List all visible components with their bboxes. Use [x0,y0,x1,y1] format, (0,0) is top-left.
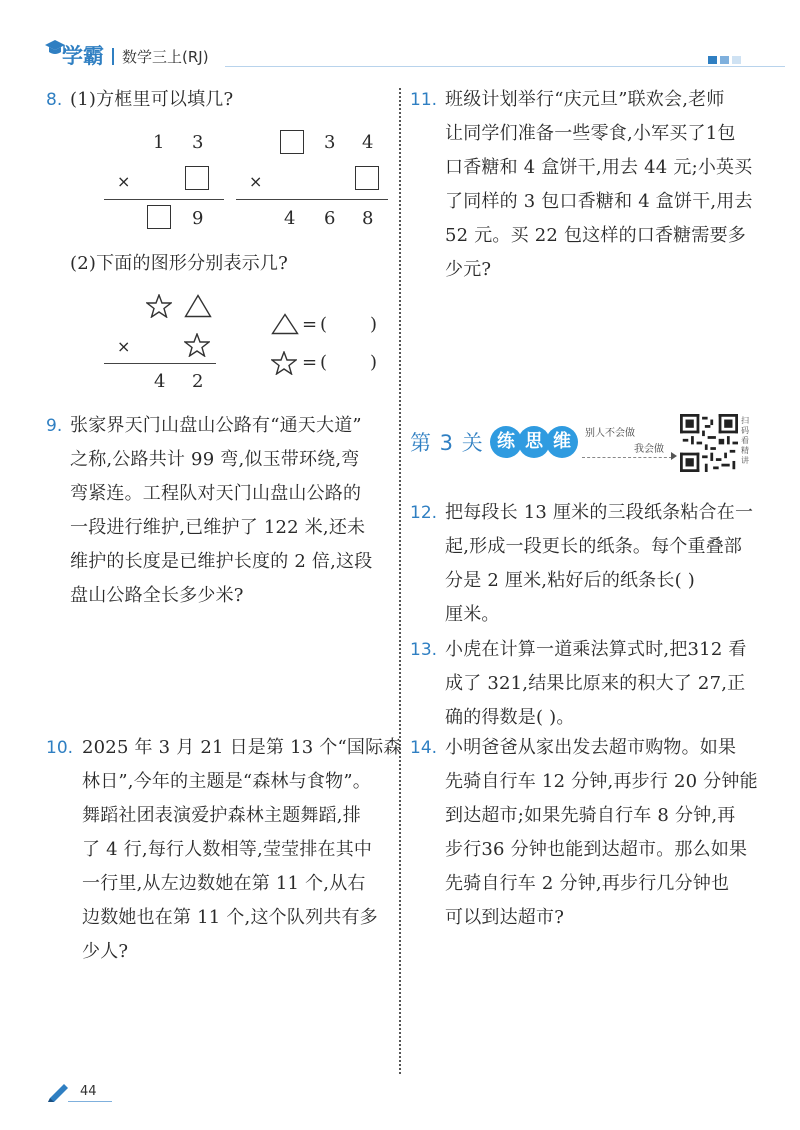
question-text-line: 成了 321,结果比原来的积大了 27,正 [445,673,746,694]
brand-logo-text: 学霸 [62,44,104,68]
blank-box[interactable] [280,130,304,154]
column-divider [399,88,401,1074]
blank-box[interactable] [185,166,209,190]
question-text-line: 班级计划举行“庆元旦”联欢会,老师 [445,89,725,110]
question-text-line: 维护的长度是已维护长度的 2 倍,这段 [70,551,373,572]
digit: 2 [192,371,204,392]
qr-code-icon[interactable] [680,414,738,472]
digit: 8 [362,208,374,229]
question-text-line: 起,形成一段更长的纸条。每个重叠部 [445,536,743,557]
question-text-line: 厘米。 [445,604,500,625]
question-text-line: 2025 年 3 月 21 日是第 13 个“国际森 [82,737,402,758]
triangle-icon [271,313,299,335]
pencil-icon [46,1082,70,1102]
question-text-line: 弯紧连。工程队对天门山盘山公路的 [70,483,362,504]
question-text-line: 把每段长 13 厘米的三段纸条粘合在一 [445,502,754,523]
question-text-line: 盘山公路全长多少米? [70,585,244,606]
question-number: 11. [410,90,438,110]
question-number: 9. [46,416,63,436]
question-number: 8. [46,90,63,110]
question-text-line: 步行36 分钟也能到达超市。那么如果 [445,839,748,860]
digit: 1 [153,132,165,153]
badge-char: 练 [490,426,522,458]
question-text-line: 小明爸爸从家出发去超市购物。如果 [445,737,737,758]
question-text-line: 舞蹈社团表演爱护森林主题舞蹈,排 [82,805,361,826]
question-number: 12. [410,503,438,523]
book-title: 数学三上(RJ) [122,48,209,66]
digit: 9 [192,208,204,229]
times-sign: × [117,337,131,356]
digit: 4 [154,371,166,392]
left-paren: ( [320,352,328,373]
question-text-line: 分是 2 厘米,粘好后的纸条长( ) [445,570,695,591]
question-text-line: 张家界天门山盘山公路有“通天大道” [70,415,362,436]
question-text-line: 一段进行维护,已维护了 122 米,还未 [70,517,366,538]
question-text-line: 口香糖和 4 盒饼干,用去 44 元;小英买 [445,157,753,178]
question-text-line: 少元? [445,259,492,280]
equals-sign: = [302,314,318,335]
answer-blank[interactable] [332,315,368,335]
question-text-line: 让同学们准备一些零食,小军买了1包 [445,123,736,144]
slogan-rule [582,457,672,458]
right-paren: ) [370,352,378,373]
page-number: 44 [80,1084,97,1099]
slogan-line-2: 我会做 [634,444,664,455]
right-paren: ) [370,314,378,335]
question-text-line: 了同样的 3 包口香糖和 4 盒饼干,用去 [445,191,753,212]
question-text-line: 林日”,今年的主题是“森林与食物”。 [82,771,371,792]
star-icon [184,333,210,357]
badge-char: 维 [546,426,578,458]
multiplication-rule [104,363,216,364]
footer-rule [68,1101,112,1102]
question-number: 13. [410,640,438,660]
star-icon [146,294,172,318]
slogan-line-1: 别人不会做 [585,428,635,439]
question-text-line: 边数她也在第 11 个,这个队列共有多 [82,907,378,928]
question-text-line: 先骑自行车 2 分钟,再步行几分钟也 [445,873,730,894]
question-text-line: 先骑自行车 12 分钟,再步行 20 分钟能 [445,771,758,792]
stage-label: 第 3 关 [410,431,484,455]
q8-part1-text: (1)方框里可以填几? [70,89,234,110]
question-text-line: 可以到达超市? [445,907,565,928]
triangle-icon [184,294,212,318]
blank-box[interactable] [355,166,379,190]
qr-caption: 扫码看精讲 [741,416,749,465]
header-rule [225,66,785,67]
header-block-2 [720,56,729,64]
question-text-line: 少人? [82,941,129,962]
blank-box[interactable] [147,205,171,229]
header-block-1 [708,56,717,64]
question-text-line: 小虎在计算一道乘法算式时,把312 看 [445,639,747,660]
header-divider [112,48,114,65]
digit: 4 [284,208,296,229]
question-text-line: 52 元。买 22 包这样的口香糖需要多 [445,225,746,246]
digit: 3 [192,132,204,153]
question-text-line: 了 4 行,每行人数相等,莹莹排在其中 [82,839,373,860]
left-paren: ( [320,314,328,335]
multiplication-rule [236,199,388,200]
answer-blank[interactable] [332,353,368,373]
star-icon [271,351,297,375]
arrow-right-icon [671,452,677,460]
question-text-line: 确的得数是( )。 [445,707,575,728]
digit: 4 [362,132,374,153]
question-text-line: 一行里,从左边数她在第 11 个,从右 [82,873,366,894]
digit: 6 [324,208,336,229]
question-number: 10. [46,738,74,758]
question-text-line: 到达超市;如果先骑自行车 8 分钟,再 [445,805,736,826]
q8-part2-text: (2)下面的图形分别表示几? [70,253,288,274]
digit: 3 [324,132,336,153]
multiplication-rule [104,199,224,200]
times-sign: × [249,172,263,191]
question-number: 14. [410,738,438,758]
equals-sign: = [302,352,318,373]
times-sign: × [117,172,131,191]
badge-char: 思 [518,426,550,458]
question-text-line: 之称,公路共计 99 弯,似玉带环绕,弯 [70,449,360,470]
header-block-3 [732,56,741,64]
